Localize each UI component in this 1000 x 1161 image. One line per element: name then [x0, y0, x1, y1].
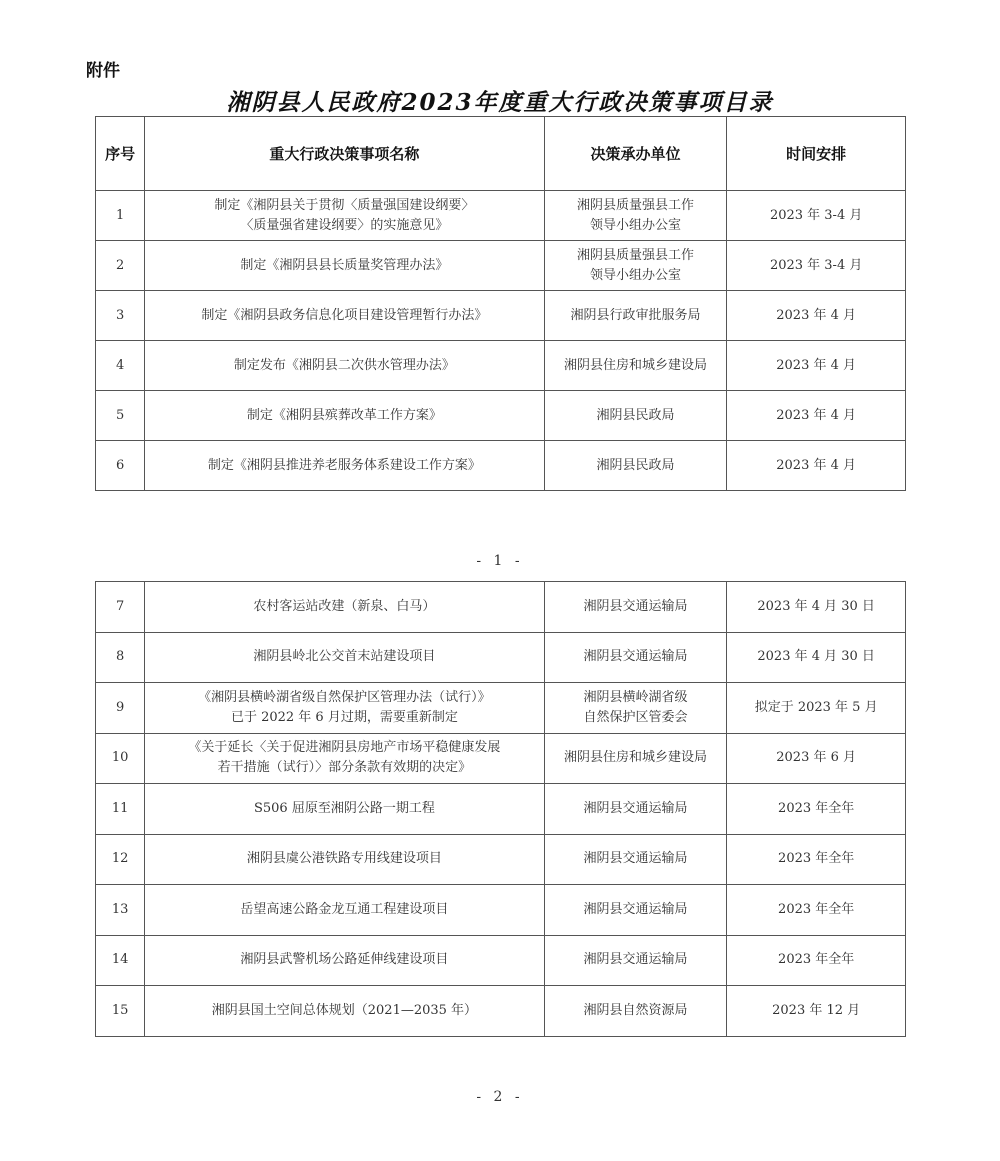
item-name-line: 湘阴县国土空间总体规划（2021—2035 年） — [211, 1002, 478, 1018]
row-number: 12 — [96, 834, 145, 885]
item-name — [145, 683, 544, 734]
row-number: 9 — [96, 683, 145, 734]
item-name-line: 制定《湘阴县县长质量奖管理办法》 — [240, 257, 449, 273]
item-name-line: 农村客运站改建（新泉、白马） — [253, 598, 436, 614]
responsible-unit-line: 湘阴县交通运输局 — [583, 800, 688, 816]
table-row — [96, 441, 906, 491]
item-name — [145, 582, 544, 633]
responsible-unit — [544, 733, 727, 784]
responsible-unit — [544, 683, 727, 734]
table-row — [96, 632, 906, 683]
row-number: 7 — [96, 582, 145, 633]
item-name-line: 已于 2022 年 6 月过期，需要重新制定 — [230, 709, 458, 725]
attachment-label: 附件 — [86, 61, 120, 81]
page-number: - 2 - — [476, 1089, 524, 1105]
item-name — [145, 733, 544, 784]
responsible-unit-line: 领导小组办公室 — [589, 217, 681, 233]
time-schedule: 2023 年 3-4 月 — [727, 191, 906, 241]
item-name-line: 岳望高速公路金龙互通工程建设项目 — [240, 901, 449, 917]
responsible-unit — [544, 291, 727, 341]
item-name — [145, 784, 544, 835]
table-header-row — [96, 117, 906, 191]
responsible-unit-line: 湘阴县自然资源局 — [583, 1002, 688, 1018]
row-number: 15 — [96, 986, 145, 1037]
responsible-unit — [544, 834, 727, 885]
table-row — [96, 986, 906, 1037]
time-schedule: 2023 年全年 — [727, 784, 906, 835]
responsible-unit-line: 湘阴县交通运输局 — [583, 649, 688, 665]
responsible-unit-line: 湘阴县交通运输局 — [583, 952, 688, 968]
responsible-unit-line: 领导小组办公室 — [589, 267, 681, 283]
time-schedule: 拟定于 2023 年 5 月 — [727, 683, 906, 734]
responsible-unit-line: 湘阴县民政局 — [596, 407, 675, 423]
responsible-unit — [544, 784, 727, 835]
item-name-line: 〈质量强省建设纲要〉的实施意见》 — [240, 217, 449, 233]
responsible-unit-line: 湘阴县质量强县工作 — [576, 197, 694, 213]
column-header-name: 重大行政决策事项名称 — [145, 117, 544, 191]
document-title: 湘阴县人民政府2023年度重大行政决策事项目录 — [226, 89, 774, 116]
row-number: 1 — [96, 191, 145, 241]
time-schedule: 2023 年 4 月 30 日 — [727, 632, 906, 683]
column-header-number: 序号 — [96, 117, 145, 191]
item-name — [145, 935, 544, 986]
responsible-unit-line: 自然保护区管委会 — [583, 709, 688, 725]
table-row — [96, 341, 906, 391]
decision-table-page-2 — [95, 581, 906, 1037]
item-name-line: 制定《湘阴县殡葬改革工作方案》 — [246, 407, 442, 423]
item-name — [145, 986, 544, 1037]
time-schedule: 2023 年 3-4 月 — [727, 241, 906, 291]
responsible-unit — [544, 935, 727, 986]
time-schedule: 2023 年全年 — [727, 885, 906, 936]
table-row — [96, 784, 906, 835]
item-name-line: 湘阴县虞公港铁路专用线建设项目 — [246, 851, 442, 867]
item-name-line: 湘阴县武警机场公路延伸线建设项目 — [240, 952, 449, 968]
column-header-time: 时间安排 — [727, 117, 906, 191]
row-number: 2 — [96, 241, 145, 291]
item-name — [145, 441, 544, 491]
item-name — [145, 291, 544, 341]
table-row — [96, 291, 906, 341]
table-row — [96, 683, 906, 734]
responsible-unit — [544, 191, 727, 241]
time-schedule: 2023 年 12 月 — [727, 986, 906, 1037]
time-schedule: 2023 年 4 月 — [727, 391, 906, 441]
item-name-line: S506 屈原至湘阴公路一期工程 — [253, 800, 435, 816]
responsible-unit — [544, 441, 727, 491]
item-name — [145, 885, 544, 936]
row-number: 13 — [96, 885, 145, 936]
item-name-line: 湘阴县岭北公交首末站建设项目 — [253, 649, 436, 665]
responsible-unit — [544, 885, 727, 936]
row-number: 10 — [96, 733, 145, 784]
time-schedule: 2023 年 4 月 — [727, 441, 906, 491]
time-schedule: 2023 年 4 月 — [727, 291, 906, 341]
responsible-unit — [544, 341, 727, 391]
table-row — [96, 834, 906, 885]
item-name-line: 若干措施（试行）〉部分条款有效期的决定》 — [217, 760, 472, 776]
time-schedule: 2023 年 6 月 — [727, 733, 906, 784]
item-name — [145, 391, 544, 441]
responsible-unit-line: 湘阴县民政局 — [596, 457, 675, 473]
responsible-unit — [544, 391, 727, 441]
row-number: 14 — [96, 935, 145, 986]
page-number: - 1 - — [476, 553, 524, 569]
table-row — [96, 391, 906, 441]
row-number: 11 — [96, 784, 145, 835]
item-name — [145, 191, 544, 241]
time-schedule: 2023 年 4 月 — [727, 341, 906, 391]
responsible-unit — [544, 582, 727, 633]
responsible-unit-line: 湘阴县横岭湖省级 — [583, 689, 688, 705]
item-name — [145, 241, 544, 291]
item-name — [145, 341, 544, 391]
responsible-unit-line: 湘阴县交通运输局 — [583, 851, 688, 867]
table-row — [96, 885, 906, 936]
table-row — [96, 191, 906, 241]
time-schedule: 2023 年全年 — [727, 834, 906, 885]
row-number: 6 — [96, 441, 145, 491]
time-schedule: 2023 年全年 — [727, 935, 906, 986]
table-row — [96, 582, 906, 633]
decision-table-page-1 — [95, 116, 906, 491]
time-schedule: 2023 年 4 月 30 日 — [727, 582, 906, 633]
responsible-unit-line: 湘阴县住房和城乡建设局 — [563, 750, 707, 766]
responsible-unit-line: 湘阴县住房和城乡建设局 — [563, 357, 707, 373]
item-name-line: 《湘阴县横岭湖省级自然保护区管理办法（试行）》 — [198, 689, 491, 705]
responsible-unit-line: 湘阴县交通运输局 — [583, 901, 688, 917]
row-number: 5 — [96, 391, 145, 441]
responsible-unit-line: 湘阴县交通运输局 — [583, 598, 688, 614]
item-name-line: 制定《湘阴县关于贯彻〈质量强国建设纲要〉 — [214, 197, 475, 213]
responsible-unit — [544, 986, 727, 1037]
table-row — [96, 241, 906, 291]
item-name — [145, 632, 544, 683]
item-name — [145, 834, 544, 885]
responsible-unit-line: 湘阴县行政审批服务局 — [570, 307, 701, 323]
item-name-line: 制定发布《湘阴县二次供水管理办法》 — [233, 357, 455, 373]
item-name-line: 《关于延长〈关于促进湘阴县房地产市场平稳健康发展 — [188, 740, 501, 756]
table-row — [96, 935, 906, 986]
row-number: 4 — [96, 341, 145, 391]
table-row — [96, 733, 906, 784]
responsible-unit-line: 湘阴县质量强县工作 — [576, 247, 694, 263]
row-number: 3 — [96, 291, 145, 341]
item-name-line: 制定《湘阴县政务信息化项目建设管理暂行办法》 — [201, 307, 488, 323]
column-header-unit: 决策承办单位 — [544, 117, 727, 191]
item-name-line: 制定《湘阴县推进养老服务体系建设工作方案》 — [207, 457, 481, 473]
row-number: 8 — [96, 632, 145, 683]
responsible-unit — [544, 241, 727, 291]
responsible-unit — [544, 632, 727, 683]
